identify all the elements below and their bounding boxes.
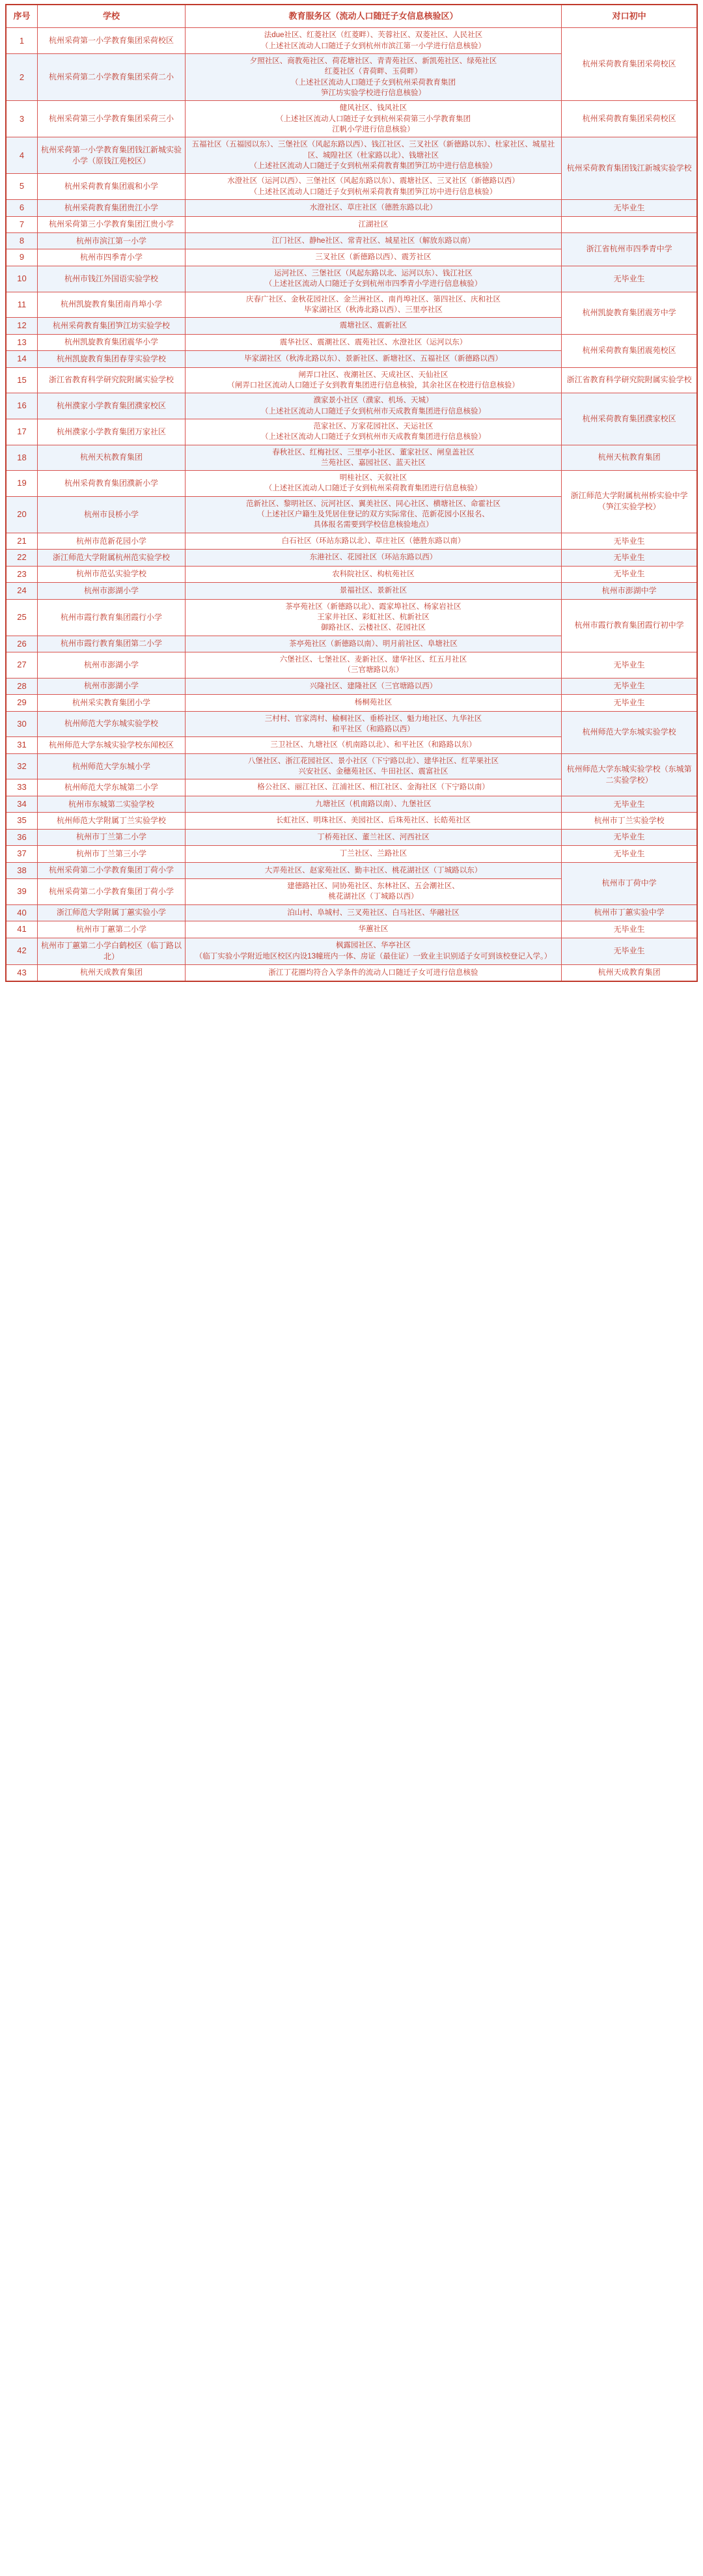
cell-index: 30 (6, 711, 38, 737)
cell-junior-high: 无毕业生 (562, 533, 697, 549)
cell-school-name: 杭州凯旋教育集团春芽实验学校 (38, 351, 186, 367)
service-area-line: 大弄苑社区、赵家苑社区、勤丰社区、桃花湖社区（丁城路以东） (264, 866, 482, 875)
cell-index: 42 (6, 938, 38, 964)
cell-index: 20 (6, 496, 38, 533)
service-area-line: （上述社区流动人口随迁子女到杭州采荷教育集团笋江坊中进行信息核验） (249, 162, 497, 171)
cell-school-name: 杭州天杭教育集团 (38, 445, 186, 471)
cell-service-area (185, 846, 561, 862)
service-area-line: 东港社区、花园社区（环站东路以西） (309, 553, 437, 562)
service-area-line: 景福社区、景新社区 (339, 587, 407, 595)
service-area-line: 范新社区、黎明社区、沅河社区、翼美社区、同心社区、横塘社区、命霍社区 (246, 499, 501, 508)
cell-junior-high: 杭州采荷教育集团采荷校区 (562, 28, 697, 101)
cell-index: 31 (6, 737, 38, 753)
service-area-line: 明桂社区、天叙社区 (339, 474, 407, 483)
cell-index: 12 (6, 318, 38, 334)
cell-school-name: 杭州市澎湖小学 (38, 583, 186, 599)
cell-school-name: 杭州市东城第二实验学校 (38, 796, 186, 812)
service-area-line: 江帆小学进行信息核验） (332, 126, 415, 134)
service-area-line: 五福社区（五福园以东）、三堡社区（风起东路以西）、钱江社区、三叉社区（新德路以东）、杜家社区、城星社区、城隍社区（杜家路以北）、钱塘社区 (191, 141, 555, 160)
cell-junior-high (562, 216, 697, 232)
cell-school-name: 杭州采荷第三小学教育集团采荷三小 (38, 101, 186, 137)
cell-junior-high: 无毕业生 (562, 678, 697, 694)
cell-junior-high: 杭州采荷教育集团钱江新城实验学校 (562, 137, 697, 200)
cell-index: 17 (6, 419, 38, 445)
cell-junior-high: 浙江省杭州市四季青中学 (562, 232, 697, 266)
service-area-line: （临丁实验小学附近地区校区内设13幢班内一体、房证（最住证）一致业主识别适子女可到该校登记入学。） (195, 952, 552, 960)
cell-index: 32 (6, 753, 38, 779)
service-area-line: 农科院社区、构杭苑社区 (332, 570, 415, 578)
cell-school-name: 浙江师范大学附属丁蕙实验小学 (38, 904, 186, 921)
table-row (6, 829, 697, 845)
cell-index: 11 (6, 292, 38, 318)
service-area-line: 夕照社区、商教苑社区、荷花塘社区、青青苑社区、新凯苑社区、绿苑社区 (249, 57, 497, 66)
cell-service-area (185, 249, 561, 266)
cell-index: 22 (6, 550, 38, 566)
table-row (6, 813, 697, 829)
service-area-line: 和平社区（和路路以西） (332, 725, 415, 733)
cell-service-area (185, 921, 561, 938)
cell-service-area (185, 232, 561, 249)
cell-junior-high: 浙江省教育科学研究院附属实验学校 (562, 367, 697, 393)
cell-service-area (185, 583, 561, 599)
cell-index: 35 (6, 813, 38, 829)
cell-service-area (185, 318, 561, 334)
cell-index: 25 (6, 599, 38, 636)
column-header-school: 学校 (38, 5, 186, 28)
cell-index: 26 (6, 636, 38, 652)
table-row (6, 471, 697, 497)
cell-index: 19 (6, 471, 38, 497)
cell-service-area (185, 652, 561, 679)
cell-service-area (185, 137, 561, 174)
cell-junior-high: 无毕业生 (562, 566, 697, 582)
service-area-line: 茶亭苑社区（新德路以北）、霞家埠社区、杨家岩社区 (285, 602, 462, 611)
cell-junior-high: 杭州市丁兰实验学校 (562, 813, 697, 829)
cell-school-name: 杭州市丁兰第二小学 (38, 829, 186, 845)
cell-school-name: 杭州市澎湖小学 (38, 652, 186, 679)
service-area-line: 运河社区、三堡社区（风起东路以北、运河以东）、钱江社区 (274, 269, 473, 277)
cell-service-area (185, 938, 561, 964)
cell-school-name: 杭州采荷第二小学教育集团采荷二小 (38, 54, 186, 101)
cell-service-area (185, 533, 561, 549)
service-area-line: （闸弄口社区流动人口随迁子女到教育集团进行信息核验，其余社区在校进行信息核验） (227, 381, 519, 389)
service-area-line: 格公社区、丽江社区、江浦社区、相江社区、金海社区（下宁路以南） (257, 783, 489, 792)
cell-service-area (185, 737, 561, 753)
service-area-line: 白石社区（环站东路以北）、草庄社区（德胜东路以南） (281, 537, 465, 545)
cell-junior-high: 杭州天杭教育集团 (562, 445, 697, 471)
table-row (6, 964, 697, 981)
cell-school-name: 杭州师范大学附属丁兰实验学校 (38, 813, 186, 829)
school-service-area-table (5, 4, 698, 982)
service-area-line: 震华社区、震潮社区、震苑社区、水澄社区（运河以东） (279, 338, 467, 346)
cell-junior-high: 无毕业生 (562, 829, 697, 845)
service-area-line: 丁兰社区、兰路社区 (339, 850, 407, 858)
cell-school-name: 杭州市丁蕙第二小学白鹤校区（临丁路以北） (38, 938, 186, 964)
cell-index: 15 (6, 367, 38, 393)
cell-service-area (185, 266, 561, 292)
service-area-line: 三村村、官家湾村、榆桐社区、垂桥社区、魁力地社区、九华社区 (264, 714, 482, 723)
cell-school-name: 杭州市丁蕙第二小学 (38, 921, 186, 938)
table-header (6, 5, 697, 28)
cell-index: 4 (6, 137, 38, 174)
cell-junior-high: 浙江师范大学附属杭州桥实验中学（笋江实验学校） (562, 471, 697, 533)
service-area-line: （上述社区流动人口随迁子女到杭州采荷教育集团 (291, 78, 456, 87)
table-row (6, 938, 697, 964)
table-row (6, 796, 697, 812)
service-area-line: 毕家湖社区（秋涛北路以东）、景新社区、新塘社区、五福社区（新德路以西） (244, 355, 503, 363)
cell-service-area (185, 54, 561, 101)
cell-school-name: 浙江师范大学附属杭州范实验学校 (38, 550, 186, 566)
cell-junior-high: 杭州市丁蕙实验中学 (562, 904, 697, 921)
cell-index: 2 (6, 54, 38, 101)
service-area-line: 浙江丁花圈均符合入学条件的流动人口随迁子女可进行信息核验 (268, 968, 478, 977)
service-area-line: （上述社区流动人口随迁子女到杭州市滨江第一小学进行信息核验） (261, 42, 486, 50)
cell-index: 5 (6, 174, 38, 200)
service-area-line: 闸弄口社区、夜潮社区、天成社区、天仙社区 (298, 371, 448, 379)
cell-school-name: 杭州采荷教育集团笋江坊实验学校 (38, 318, 186, 334)
cell-junior-high: 无毕业生 (562, 921, 697, 938)
service-area-line: 水澄社区、草庄社区（德胜东路以北） (309, 204, 437, 212)
cell-service-area (185, 200, 561, 216)
cell-service-area (185, 550, 561, 566)
cell-junior-high: 杭州采荷教育集团濮家校区 (562, 393, 697, 445)
service-area-line: 建德路社区、同协苑社区、东林社区、五会潮社区、 (287, 882, 460, 891)
cell-school-name: 杭州师范大学东城第二小学 (38, 779, 186, 796)
table-row (6, 367, 697, 393)
service-area-line: （上述社区户籍生及凭居住登记的双方实际常住、范新花园小区报名、 (257, 511, 489, 519)
table-row (6, 393, 697, 419)
table-row (6, 862, 697, 878)
cell-school-name: 杭州市霞行教育集团霞行小学 (38, 599, 186, 636)
table-row (6, 200, 697, 216)
service-area-line: 八堡社区、浙江花园社区、景小社区（下宁路以北）、建华社区、红苹果社区 (247, 757, 499, 765)
cell-junior-high: 杭州采荷教育集团采荷校区 (562, 101, 697, 137)
service-area-line: （上述社区流动人口随迁子女到杭州采荷教育集团笋江坊中进行信息核验） (249, 188, 497, 196)
cell-service-area (185, 445, 561, 471)
service-area-line: （上述社区流动人口随迁子女到杭州市四季青小学进行信息核验） (264, 280, 482, 288)
service-area-line: 范家社区、万家花园社区、天运社区 (313, 422, 434, 430)
cell-index: 18 (6, 445, 38, 471)
service-area-line: 茶亭苑社区（新德路以南）、明月前社区、阜塘社区 (289, 639, 458, 648)
table-row (6, 101, 697, 137)
cell-school-name: 杭州师范大学东城实验学校 (38, 711, 186, 737)
cell-junior-high: 无毕业生 (562, 652, 697, 679)
cell-school-name: 杭州师范大学东城小学 (38, 753, 186, 779)
cell-index: 39 (6, 879, 38, 905)
cell-junior-high: 杭州市丁荷中学 (562, 862, 697, 904)
table-row (6, 753, 697, 779)
cell-service-area (185, 28, 561, 54)
table-row (6, 711, 697, 737)
cell-service-area (185, 678, 561, 694)
cell-school-name: 杭州凯旋教育集团震华小学 (38, 334, 186, 350)
cell-school-name: 杭州市霞行教育集团第二小学 (38, 636, 186, 652)
service-area-line: （三官塘路以东） (343, 666, 404, 675)
cell-service-area (185, 216, 561, 232)
cell-index: 13 (6, 334, 38, 350)
cell-index: 33 (6, 779, 38, 796)
cell-service-area (185, 753, 561, 779)
cell-junior-high: 无毕业生 (562, 846, 697, 862)
cell-index: 1 (6, 28, 38, 54)
cell-index: 28 (6, 678, 38, 694)
column-header-junior-high: 对口初中 (562, 5, 697, 28)
table-row (6, 599, 697, 636)
table-row (6, 137, 697, 174)
cell-junior-high: 无毕业生 (562, 200, 697, 216)
service-area-line: 枫露园社区、华亭社区 (336, 942, 411, 950)
cell-index: 38 (6, 862, 38, 878)
table-row (6, 334, 697, 350)
table-body (6, 28, 697, 981)
cell-school-name: 杭州采荷第二小学教育集团丁荷小学 (38, 862, 186, 878)
cell-service-area (185, 393, 561, 419)
cell-school-name: 杭州天成教育集团 (38, 964, 186, 981)
table-row (6, 533, 697, 549)
service-area-line: 毕家湖社区（秋涛北路以西）、三里亭社区 (304, 305, 443, 314)
cell-school-name: 杭州市范弘实验学校 (38, 566, 186, 582)
cell-index: 41 (6, 921, 38, 938)
table-row (6, 445, 697, 471)
service-area-line: 兴安社区、金穗苑社区、牛田社区、震富社区 (298, 768, 448, 776)
cell-school-name: 杭州采荷教育集团震和小学 (38, 174, 186, 200)
cell-service-area (185, 174, 561, 200)
cell-school-name: 杭州采荷第一小学教育集团采荷校区 (38, 28, 186, 54)
cell-index: 23 (6, 566, 38, 582)
table-row (6, 566, 697, 582)
service-area-line: 王家井社区、彩虹社区、杭新社区 (317, 613, 430, 621)
cell-service-area (185, 904, 561, 921)
cell-school-name: 杭州市钱江外国语实验学校 (38, 266, 186, 292)
cell-school-name: 杭州市四季青小学 (38, 249, 186, 266)
cell-service-area (185, 636, 561, 652)
service-area-line: 华蕙社区 (358, 925, 389, 934)
table-row (6, 904, 697, 921)
cell-school-name: 杭州采荷教育集团濮新小学 (38, 471, 186, 497)
cell-index: 21 (6, 533, 38, 549)
table-row (6, 921, 697, 938)
cell-service-area (185, 796, 561, 812)
cell-junior-high: 无毕业生 (562, 266, 697, 292)
service-area-line: （上述社区流动人口随迁子女到杭州采荷教育集团进行信息核验） (264, 484, 482, 493)
table-row (6, 28, 697, 54)
table-row (6, 266, 697, 292)
cell-school-name: 杭州采荷第二小学教育集团丁荷小学 (38, 879, 186, 905)
cell-junior-high: 杭州师范大学东城实验学校（东城第二实验学校） (562, 753, 697, 796)
cell-junior-high: 杭州凯旋教育集团震芳中学 (562, 292, 697, 334)
cell-service-area (185, 779, 561, 796)
cell-index: 24 (6, 583, 38, 599)
cell-service-area (185, 471, 561, 497)
cell-index: 8 (6, 232, 38, 249)
column-header-index: 序号 (6, 5, 38, 28)
service-area-line: 三叉社区（新德路以西）、震芳社区 (315, 253, 432, 262)
cell-school-name: 杭州采荷第三小学教育集团江贵小学 (38, 216, 186, 232)
column-header-service-area: 教育服务区（流动人口随迁子女信息核验区） (185, 5, 561, 28)
service-area-line: 笋江坊实验学校进行信息核验） (321, 89, 426, 98)
cell-junior-high: 杭州采荷教育集团震苑校区 (562, 334, 697, 367)
cell-service-area (185, 566, 561, 582)
cell-index: 7 (6, 216, 38, 232)
cell-service-area (185, 334, 561, 350)
cell-school-name: 杭州市滨江第一小学 (38, 232, 186, 249)
cell-school-name: 浙江省教育科学研究院附属实验学校 (38, 367, 186, 393)
cell-index: 14 (6, 351, 38, 367)
cell-index: 6 (6, 200, 38, 216)
table-header-row (6, 5, 697, 28)
cell-index: 27 (6, 652, 38, 679)
service-area-line: 震塘社区、震新社区 (339, 322, 407, 330)
service-area-line: 泊山村、阜城村、三叉苑社区、白马社区、华融社区 (287, 908, 460, 917)
cell-school-name: 杭州濮家小学教育集团濮家校区 (38, 393, 186, 419)
table-row (6, 652, 697, 679)
cell-service-area (185, 101, 561, 137)
service-area-line: 江湖社区 (358, 220, 389, 229)
cell-service-area (185, 351, 561, 367)
table-row (6, 216, 697, 232)
cell-junior-high: 无毕业生 (562, 938, 697, 964)
cell-index: 43 (6, 964, 38, 981)
service-area-line: 杨桐苑社区 (354, 699, 393, 707)
cell-school-name: 杭州市艮桥小学 (38, 496, 186, 533)
table-row (6, 695, 697, 711)
service-area-line: 兰苑社区、嘉园社区、蓝天社区 (321, 458, 426, 467)
cell-index: 37 (6, 846, 38, 862)
cell-service-area (185, 964, 561, 981)
service-area-line: 六堡社区、七堡社区、麦新社区、建华社区、红五月社区 (279, 656, 467, 664)
cell-junior-high: 无毕业生 (562, 796, 697, 812)
cell-service-area (185, 695, 561, 711)
cell-junior-high: 杭州天成教育集团 (562, 964, 697, 981)
cell-index: 34 (6, 796, 38, 812)
cell-service-area (185, 711, 561, 737)
service-area-line: 红菱社区（青荷畔、玉荷畔） (324, 68, 422, 76)
service-area-line: 濮家景小社区（濮家、机场、天城） (313, 397, 434, 405)
cell-school-name: 杭州凯旋教育集团南肖埠小学 (38, 292, 186, 318)
table-row (6, 232, 697, 249)
cell-school-name: 杭州采实教育集团小学 (38, 695, 186, 711)
cell-index: 9 (6, 249, 38, 266)
cell-service-area (185, 599, 561, 636)
cell-school-name: 杭州采荷第一小学教育集团钱江新城实验小学（原钱江苑校区） (38, 137, 186, 174)
cell-service-area (185, 813, 561, 829)
service-area-line: 健风社区、钱风社区 (339, 104, 407, 113)
cell-school-name: 杭州师范大学东城实验学校东闻校区 (38, 737, 186, 753)
cell-index: 40 (6, 904, 38, 921)
cell-school-name: 杭州市澎湖小学 (38, 678, 186, 694)
cell-junior-high: 杭州市澎湖中学 (562, 583, 697, 599)
cell-service-area (185, 862, 561, 878)
cell-index: 3 (6, 101, 38, 137)
cell-index: 16 (6, 393, 38, 419)
table-row (6, 292, 697, 318)
service-area-line: （上述社区流动人口随迁子女到杭州市天成教育集团进行信息核验） (261, 407, 486, 415)
service-area-line: 丁桥苑社区、董兰社区、河西社区 (317, 833, 430, 841)
service-area-line: 具体报名需要到学校信息核验地点） (313, 521, 434, 529)
cell-index: 29 (6, 695, 38, 711)
table-row (6, 583, 697, 599)
service-area-line: （上述社区流动人口随迁子女到杭州市天成教育集团进行信息核验） (261, 433, 486, 441)
service-area-line: 长虹社区、明珠社区、美园社区、后珠苑社区、长皓苑社区 (276, 817, 471, 825)
service-area-line: 江门社区、静he社区、常青社区、城星社区（解放东路以南） (271, 237, 475, 245)
cell-service-area (185, 419, 561, 445)
cell-school-name: 杭州濮家小学教育集团万家社区 (38, 419, 186, 445)
table-row (6, 678, 697, 694)
service-area-line: 水澄社区（运河以西）、三堡社区（风起东路以东）、震塘社区、三叉社区（新德路以西） (227, 177, 519, 186)
service-area-line: 春秋社区、红梅社区、三里亭小社区、董家社区、闸皇盖社区 (272, 448, 475, 456)
cell-service-area (185, 879, 561, 905)
cell-service-area (185, 292, 561, 318)
cell-service-area (185, 829, 561, 845)
service-area-line: 御路社区、云楼社区、花园社区 (321, 624, 426, 632)
service-area-line: 三卫社区、九塘社区（机南路以北）、和平社区（和路路以东） (270, 741, 476, 749)
service-area-line: 九塘社区（机南路以南）、九堡社区 (315, 800, 432, 808)
cell-index: 36 (6, 829, 38, 845)
cell-index: 10 (6, 266, 38, 292)
cell-service-area (185, 496, 561, 533)
table-row (6, 846, 697, 862)
service-area-line: 兴隆社区、建隆社区（三官塘路以西） (309, 682, 437, 690)
cell-school-name: 杭州市丁兰第三小学 (38, 846, 186, 862)
service-area-line: 庆春广社区、金秋花园社区、金兰洲社区、南肖埠社区、第四社区、庆和社区 (246, 295, 501, 303)
cell-school-name: 杭州市范新花园小学 (38, 533, 186, 549)
service-area-line: 桃花湖社区（丁城路以西） (328, 893, 419, 901)
service-area-line: 法due社区、红菱社区（红菱畔）、芙蓉社区、双菱社区、人民社区 (264, 31, 483, 40)
cell-junior-high: 无毕业生 (562, 550, 697, 566)
cell-junior-high: 无毕业生 (562, 695, 697, 711)
cell-service-area (185, 367, 561, 393)
table-row (6, 550, 697, 566)
cell-junior-high: 杭州师范大学东城实验学校 (562, 711, 697, 753)
cell-junior-high: 杭州市霞行教育集团霞行初中学 (562, 599, 697, 652)
cell-school-name: 杭州采荷教育集团贵江小学 (38, 200, 186, 216)
service-area-line: （上述社区流动人口随迁子女到杭州采荷第三小学教育集团 (276, 115, 471, 123)
